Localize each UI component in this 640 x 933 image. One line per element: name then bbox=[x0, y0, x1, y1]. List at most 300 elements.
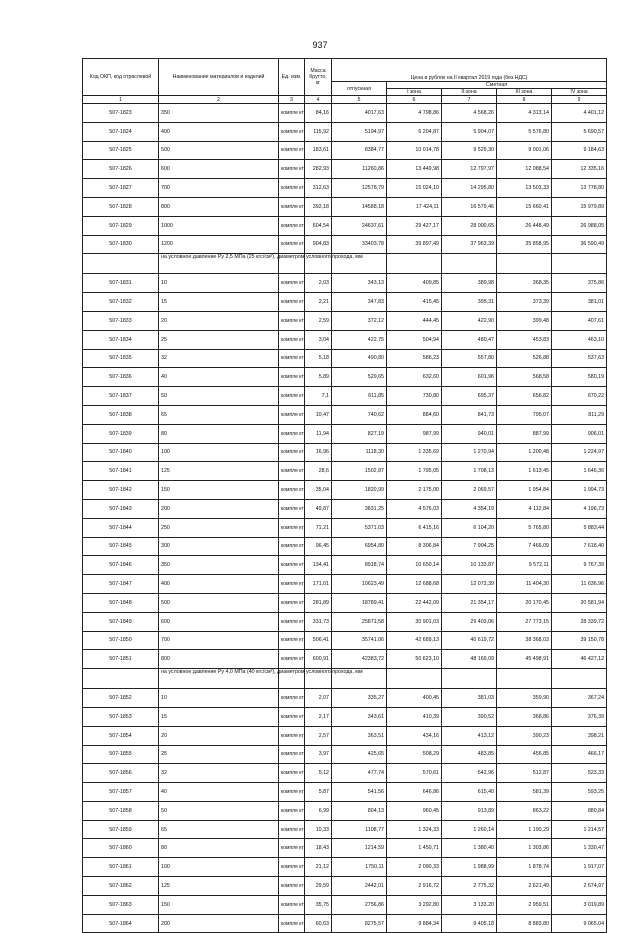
code-cell: 507-1858 bbox=[83, 801, 159, 820]
name-cell: 20 bbox=[159, 311, 279, 330]
mass-cell: 5,87 bbox=[305, 783, 332, 802]
code-cell: 507-1863 bbox=[83, 895, 159, 914]
zone-2-price-cell: 12 797,97 bbox=[442, 160, 497, 179]
unit-cell: компле кт bbox=[279, 387, 305, 406]
name-cell: 400 bbox=[159, 575, 279, 594]
unit-cell: компле кт bbox=[279, 179, 305, 198]
name-cell: 40 bbox=[159, 368, 279, 387]
release-price-cell: 3831,25 bbox=[332, 499, 387, 518]
zone-2-price-cell: 10 133,87 bbox=[442, 556, 497, 575]
zone-3-price-cell: 863,22 bbox=[497, 801, 552, 820]
code-cell: 507-1851 bbox=[83, 650, 159, 669]
empty-cell bbox=[442, 669, 497, 689]
zone-2-price-cell: 390,52 bbox=[442, 707, 497, 726]
zone-3-price-cell: 795,07 bbox=[497, 405, 552, 424]
unit-cell: компле кт bbox=[279, 820, 305, 839]
name-cell: 25 bbox=[159, 745, 279, 764]
zone-2-price-cell: 695,37 bbox=[442, 387, 497, 406]
unit-cell: компле кт bbox=[279, 556, 305, 575]
release-price-cell: 11260,86 bbox=[332, 160, 387, 179]
release-price-cell: 804,13 bbox=[332, 801, 387, 820]
zone-1-price-cell: 504,94 bbox=[387, 330, 442, 349]
release-price-cell: 14588,18 bbox=[332, 197, 387, 216]
zone-1-price-cell: 508,29 bbox=[387, 745, 442, 764]
section-heading: на условное давление Ру 2,5 МПа (25 кгс/см²), диаметром условного прохода, мм bbox=[159, 254, 279, 274]
release-price-cell: 611,85 bbox=[332, 387, 387, 406]
code-cell: 507-1841 bbox=[83, 462, 159, 481]
zone-4-price-cell: 26 988,05 bbox=[552, 216, 607, 235]
zone-3-price-cell: 12 088,54 bbox=[497, 160, 552, 179]
zone-4-price-cell: 537,63 bbox=[552, 349, 607, 368]
unit-cell: компле кт bbox=[279, 349, 305, 368]
empty-cell bbox=[497, 669, 552, 689]
mass-cell: 604,54 bbox=[305, 216, 332, 235]
zone-1-price-cell: 4 798,86 bbox=[387, 104, 442, 123]
table-row bbox=[83, 330, 607, 349]
unit-cell: компле кт bbox=[279, 764, 305, 783]
table-row bbox=[83, 274, 607, 293]
zone-3-price-cell: 35 858,95 bbox=[497, 235, 552, 254]
zone-3-price-cell: 581,39 bbox=[497, 783, 552, 802]
header-code: Код ОКП, код отраслевой bbox=[83, 59, 159, 96]
section-heading-row bbox=[83, 254, 607, 274]
header-zone-4: IV зона bbox=[552, 89, 607, 96]
mass-cell: 10,47 bbox=[305, 405, 332, 424]
column-number: 7 bbox=[442, 96, 497, 104]
zone-3-price-cell: 4 112,84 bbox=[497, 499, 552, 518]
code-cell: 507-1828 bbox=[83, 197, 159, 216]
header-price-title: Цена в рублях на II квартал 2019 года (без НДС) bbox=[332, 59, 607, 82]
zone-4-price-cell: 375,86 bbox=[552, 274, 607, 293]
name-cell: 80 bbox=[159, 424, 279, 443]
header-release-price: отпускная bbox=[332, 82, 387, 96]
release-price-cell: 335,27 bbox=[332, 689, 387, 708]
zone-2-price-cell: 6 104,20 bbox=[442, 518, 497, 537]
zone-3-price-cell: 11 404,30 bbox=[497, 575, 552, 594]
zone-1-price-cell: 8 306,84 bbox=[387, 537, 442, 556]
name-cell: 350 bbox=[159, 104, 279, 123]
zone-1-price-cell: 444,45 bbox=[387, 311, 442, 330]
unit-cell: компле кт bbox=[279, 877, 305, 896]
name-cell: 125 bbox=[159, 462, 279, 481]
release-price-cell: 1214,59 bbox=[332, 839, 387, 858]
mass-cell: 3,97 bbox=[305, 745, 332, 764]
zone-3-price-cell: 368,35 bbox=[497, 274, 552, 293]
zone-3-price-cell: 373,39 bbox=[497, 293, 552, 312]
zone-3-price-cell: 7 466,09 bbox=[497, 537, 552, 556]
zone-1-price-cell: 1 795,05 bbox=[387, 462, 442, 481]
release-price-cell: 8918,74 bbox=[332, 556, 387, 575]
table-row bbox=[83, 405, 607, 424]
zone-1-price-cell: 415,45 bbox=[387, 293, 442, 312]
zone-4-price-cell: 36 590,49 bbox=[552, 235, 607, 254]
name-cell: 10 bbox=[159, 689, 279, 708]
code-cell: 507-1850 bbox=[83, 631, 159, 650]
table-row bbox=[83, 650, 607, 669]
table-row bbox=[83, 293, 607, 312]
zone-4-price-cell: 3 019,89 bbox=[552, 895, 607, 914]
zone-4-price-cell: 593,25 bbox=[552, 783, 607, 802]
zone-2-price-cell: 483,85 bbox=[442, 745, 497, 764]
zone-3-price-cell: 456,85 bbox=[497, 745, 552, 764]
name-cell: 15 bbox=[159, 707, 279, 726]
zone-1-price-cell: 3 292,80 bbox=[387, 895, 442, 914]
table-row bbox=[83, 707, 607, 726]
zone-3-price-cell: 8 883,80 bbox=[497, 914, 552, 933]
code-cell: 507-1840 bbox=[83, 443, 159, 462]
zone-3-price-cell: 27 773,15 bbox=[497, 612, 552, 631]
code-cell: 507-1835 bbox=[83, 349, 159, 368]
code-cell: 507-1860 bbox=[83, 839, 159, 858]
mass-cell: 71,21 bbox=[305, 518, 332, 537]
mass-cell: 5,12 bbox=[305, 764, 332, 783]
zone-2-price-cell: 7 904,25 bbox=[442, 537, 497, 556]
table-row bbox=[83, 895, 607, 914]
zone-1-price-cell: 434,16 bbox=[387, 726, 442, 745]
unit-cell: компле кт bbox=[279, 424, 305, 443]
release-price-cell: 42383,72 bbox=[332, 650, 387, 669]
release-price-cell: 1820,99 bbox=[332, 481, 387, 500]
zone-4-price-cell: 880,84 bbox=[552, 801, 607, 820]
unit-cell: компле кт bbox=[279, 745, 305, 764]
zone-1-price-cell: 570,61 bbox=[387, 764, 442, 783]
zone-1-price-cell: 4 576,03 bbox=[387, 499, 442, 518]
mass-cell: 392,18 bbox=[305, 197, 332, 216]
name-cell: 20 bbox=[159, 726, 279, 745]
release-price-cell: 372,12 bbox=[332, 311, 387, 330]
name-cell: 32 bbox=[159, 349, 279, 368]
table-row bbox=[83, 575, 607, 594]
name-cell: 50 bbox=[159, 801, 279, 820]
zone-1-price-cell: 1 450,71 bbox=[387, 839, 442, 858]
zone-3-price-cell: 399,48 bbox=[497, 311, 552, 330]
mass-cell: 29,59 bbox=[305, 877, 332, 896]
release-price-cell: 1108,77 bbox=[332, 820, 387, 839]
table-row bbox=[83, 197, 607, 216]
zone-4-price-cell: 9 184,63 bbox=[552, 141, 607, 160]
mass-cell: 134,41 bbox=[305, 556, 332, 575]
mass-cell: 49,87 bbox=[305, 499, 332, 518]
mass-cell: 600,91 bbox=[305, 650, 332, 669]
zone-1-price-cell: 1 335,69 bbox=[387, 443, 442, 462]
code-cell: 507-1830 bbox=[83, 235, 159, 254]
release-price-cell: 343,13 bbox=[332, 274, 387, 293]
zone-3-price-cell: 568,58 bbox=[497, 368, 552, 387]
zone-3-price-cell: 656,82 bbox=[497, 387, 552, 406]
name-cell: 700 bbox=[159, 631, 279, 650]
release-price-cell: 8384,77 bbox=[332, 141, 387, 160]
zone-4-price-cell: 4 401,12 bbox=[552, 104, 607, 123]
zone-2-price-cell: 1 380,40 bbox=[442, 839, 497, 858]
zone-2-price-cell: 557,80 bbox=[442, 349, 497, 368]
table-row bbox=[83, 368, 607, 387]
release-price-cell: 25871,58 bbox=[332, 612, 387, 631]
zone-2-price-cell: 413,12 bbox=[442, 726, 497, 745]
empty-cell bbox=[387, 254, 442, 274]
code-cell: 507-1848 bbox=[83, 593, 159, 612]
unit-cell: компле кт bbox=[279, 311, 305, 330]
unit-cell: компле кт bbox=[279, 197, 305, 216]
section-heading: на условное давление Ру 4,0 МПа (40 кгс/см²), диаметром условного прохода, мм bbox=[159, 669, 279, 689]
zone-4-price-cell: 906,01 bbox=[552, 424, 607, 443]
zone-2-price-cell: 1 260,14 bbox=[442, 820, 497, 839]
zone-4-price-cell: 381,01 bbox=[552, 293, 607, 312]
mass-cell: 5,18 bbox=[305, 349, 332, 368]
zone-3-price-cell: 1 190,29 bbox=[497, 820, 552, 839]
mass-cell: 2,57 bbox=[305, 726, 332, 745]
name-cell: 100 bbox=[159, 858, 279, 877]
unit-cell: компле кт bbox=[279, 801, 305, 820]
zone-1-price-cell: 12 688,68 bbox=[387, 575, 442, 594]
zone-2-price-cell: 40 619,72 bbox=[442, 631, 497, 650]
code-cell: 507-1856 bbox=[83, 764, 159, 783]
unit-cell: компле кт bbox=[279, 293, 305, 312]
zone-3-price-cell: 15 660,41 bbox=[497, 197, 552, 216]
table-row bbox=[83, 349, 607, 368]
mass-cell: 11,94 bbox=[305, 424, 332, 443]
code-cell: 507-1845 bbox=[83, 537, 159, 556]
code-cell: 507-1829 bbox=[83, 216, 159, 235]
code-cell: 507-1824 bbox=[83, 122, 159, 141]
release-price-cell: 24637,61 bbox=[332, 216, 387, 235]
name-cell: 500 bbox=[159, 593, 279, 612]
name-cell: 65 bbox=[159, 405, 279, 424]
zone-3-price-cell: 359,90 bbox=[497, 689, 552, 708]
name-cell: 100 bbox=[159, 443, 279, 462]
zone-1-price-cell: 6 415,16 bbox=[387, 518, 442, 537]
header-unit: Ед. изм. bbox=[279, 59, 305, 96]
unit-cell: компле кт bbox=[279, 216, 305, 235]
release-price-cell: 5371,03 bbox=[332, 518, 387, 537]
zone-4-price-cell: 46 427,12 bbox=[552, 650, 607, 669]
table-row bbox=[83, 914, 607, 933]
code-cell: 507-1837 bbox=[83, 387, 159, 406]
zone-3-price-cell: 1 954,84 bbox=[497, 481, 552, 500]
name-cell: 700 bbox=[159, 179, 279, 198]
zone-1-price-cell: 2 090,33 bbox=[387, 858, 442, 877]
zone-4-price-cell: 2 674,97 bbox=[552, 877, 607, 896]
table-row bbox=[83, 631, 607, 650]
zone-1-price-cell: 10 650,14 bbox=[387, 556, 442, 575]
name-cell: 1000 bbox=[159, 216, 279, 235]
unit-cell: компле кт bbox=[279, 443, 305, 462]
column-number: 8 bbox=[497, 96, 552, 104]
release-price-cell: 12578,79 bbox=[332, 179, 387, 198]
mass-cell: 183,61 bbox=[305, 141, 332, 160]
table-row bbox=[83, 160, 607, 179]
zone-2-price-cell: 480,47 bbox=[442, 330, 497, 349]
zone-4-price-cell: 1 214,57 bbox=[552, 820, 607, 839]
zone-2-price-cell: 5 904,07 bbox=[442, 122, 497, 141]
zone-2-price-cell: 12 073,39 bbox=[442, 575, 497, 594]
zone-4-price-cell: 466,17 bbox=[552, 745, 607, 764]
zone-2-price-cell: 615,40 bbox=[442, 783, 497, 802]
name-cell: 15 bbox=[159, 293, 279, 312]
zone-1-price-cell: 50 623,10 bbox=[387, 650, 442, 669]
zone-2-price-cell: 29 403,06 bbox=[442, 612, 497, 631]
code-cell: 507-1861 bbox=[83, 858, 159, 877]
name-cell: 200 bbox=[159, 914, 279, 933]
code-cell: 507-1834 bbox=[83, 330, 159, 349]
name-cell: 25 bbox=[159, 330, 279, 349]
code-cell: 507-1854 bbox=[83, 726, 159, 745]
release-price-cell: 5194,97 bbox=[332, 122, 387, 141]
zone-1-price-cell: 960,45 bbox=[387, 801, 442, 820]
mass-cell: 2,21 bbox=[305, 293, 332, 312]
name-cell: 400 bbox=[159, 122, 279, 141]
zone-2-price-cell: 37 963,39 bbox=[442, 235, 497, 254]
header-estimate: Сметная bbox=[387, 82, 607, 89]
code-cell: 507-1825 bbox=[83, 141, 159, 160]
mass-cell: 5,89 bbox=[305, 368, 332, 387]
zone-1-price-cell: 1 324,33 bbox=[387, 820, 442, 839]
table-row bbox=[83, 462, 607, 481]
table-row bbox=[83, 593, 607, 612]
table-row bbox=[83, 801, 607, 820]
code-cell: 507-1855 bbox=[83, 745, 159, 764]
zone-1-price-cell: 6 204,87 bbox=[387, 122, 442, 141]
code-cell: 507-1857 bbox=[83, 783, 159, 802]
unit-cell: компле кт bbox=[279, 689, 305, 708]
column-number: 4 bbox=[305, 96, 332, 104]
unit-cell: компле кт bbox=[279, 575, 305, 594]
column-number: 2 bbox=[159, 96, 279, 104]
zone-4-price-cell: 9 065,04 bbox=[552, 914, 607, 933]
table-row bbox=[83, 612, 607, 631]
mass-cell: 35,04 bbox=[305, 481, 332, 500]
zone-1-price-cell: 2 916,72 bbox=[387, 877, 442, 896]
unit-cell: компле кт bbox=[279, 104, 305, 123]
mass-cell: 506,41 bbox=[305, 631, 332, 650]
table-row bbox=[83, 179, 607, 198]
mass-cell: 282,93 bbox=[305, 160, 332, 179]
unit-cell: компле кт bbox=[279, 895, 305, 914]
zone-4-price-cell: 580,19 bbox=[552, 368, 607, 387]
name-cell: 125 bbox=[159, 877, 279, 896]
zone-2-price-cell: 9 405,18 bbox=[442, 914, 497, 933]
zone-4-price-cell: 1 646,36 bbox=[552, 462, 607, 481]
unit-cell: компле кт bbox=[279, 537, 305, 556]
name-cell: 32 bbox=[159, 764, 279, 783]
zone-2-price-cell: 4 568,26 bbox=[442, 104, 497, 123]
zone-2-price-cell: 4 354,19 bbox=[442, 499, 497, 518]
code-cell: 507-1827 bbox=[83, 179, 159, 198]
release-price-cell: 477,74 bbox=[332, 764, 387, 783]
unit-cell: компле кт bbox=[279, 122, 305, 141]
zone-2-price-cell: 542,96 bbox=[442, 764, 497, 783]
zone-2-price-cell: 395,31 bbox=[442, 293, 497, 312]
code-cell: 507-1846 bbox=[83, 556, 159, 575]
zone-4-price-cell: 4 196,73 bbox=[552, 499, 607, 518]
zone-1-price-cell: 632,60 bbox=[387, 368, 442, 387]
code-cell: 507-1826 bbox=[83, 160, 159, 179]
zone-3-price-cell: 2 959,51 bbox=[497, 895, 552, 914]
release-price-cell: 1502,87 bbox=[332, 462, 387, 481]
unit-cell: компле кт bbox=[279, 593, 305, 612]
zone-3-price-cell: 9 001,06 bbox=[497, 141, 552, 160]
column-number: 1 bbox=[83, 96, 159, 104]
table-row bbox=[83, 745, 607, 764]
zone-1-price-cell: 10 014,78 bbox=[387, 141, 442, 160]
release-price-cell: 1118,30 bbox=[332, 443, 387, 462]
table-row bbox=[83, 783, 607, 802]
column-number: 6 bbox=[387, 96, 442, 104]
empty-cell bbox=[442, 254, 497, 274]
unit-cell: компле кт bbox=[279, 274, 305, 293]
table-row bbox=[83, 858, 607, 877]
unit-cell: компле кт bbox=[279, 726, 305, 745]
empty-cell bbox=[497, 254, 552, 274]
table-row bbox=[83, 726, 607, 745]
table-row bbox=[83, 104, 607, 123]
name-cell: 800 bbox=[159, 197, 279, 216]
mass-cell: 7,1 bbox=[305, 387, 332, 406]
header-zone-3: III зона bbox=[497, 89, 552, 96]
zone-2-price-cell: 1 988,99 bbox=[442, 858, 497, 877]
zone-2-price-cell: 2 775,32 bbox=[442, 877, 497, 896]
zone-2-price-cell: 422,90 bbox=[442, 311, 497, 330]
zone-2-price-cell: 940,01 bbox=[442, 424, 497, 443]
name-cell: 150 bbox=[159, 481, 279, 500]
zone-1-price-cell: 13 449,98 bbox=[387, 160, 442, 179]
zone-4-price-cell: 5 690,57 bbox=[552, 122, 607, 141]
unit-cell: компле кт bbox=[279, 839, 305, 858]
zone-3-price-cell: 26 448,49 bbox=[497, 216, 552, 235]
zone-1-price-cell: 30 901,03 bbox=[387, 612, 442, 631]
zone-3-price-cell: 9 572,11 bbox=[497, 556, 552, 575]
code-cell: 507-1849 bbox=[83, 612, 159, 631]
mass-cell: 35,75 bbox=[305, 895, 332, 914]
header-name: Наименование материалов и изделий bbox=[159, 59, 279, 96]
zone-3-price-cell: 2 621,49 bbox=[497, 877, 552, 896]
zone-4-price-cell: 7 618,40 bbox=[552, 537, 607, 556]
code-cell: 507-1833 bbox=[83, 311, 159, 330]
unit-cell: компле кт bbox=[279, 650, 305, 669]
release-price-cell: 2442,01 bbox=[332, 877, 387, 896]
zone-2-price-cell: 48 169,09 bbox=[442, 650, 497, 669]
release-price-cell: 827,19 bbox=[332, 424, 387, 443]
release-price-cell: 33403,78 bbox=[332, 235, 387, 254]
zone-3-price-cell: 1 200,48 bbox=[497, 443, 552, 462]
zone-1-price-cell: 409,85 bbox=[387, 274, 442, 293]
zone-4-price-cell: 523,33 bbox=[552, 764, 607, 783]
zone-2-price-cell: 913,89 bbox=[442, 801, 497, 820]
zone-2-price-cell: 2 069,57 bbox=[442, 481, 497, 500]
code-cell: 507-1842 bbox=[83, 481, 159, 500]
zone-4-price-cell: 13 778,80 bbox=[552, 179, 607, 198]
release-price-cell: 1750,11 bbox=[332, 858, 387, 877]
zone-4-price-cell: 811,29 bbox=[552, 405, 607, 424]
zone-4-price-cell: 398,21 bbox=[552, 726, 607, 745]
release-price-cell: 343,61 bbox=[332, 707, 387, 726]
zone-1-price-cell: 400,45 bbox=[387, 689, 442, 708]
release-price-cell: 8275,57 bbox=[332, 914, 387, 933]
zone-4-price-cell: 407,61 bbox=[552, 311, 607, 330]
zone-1-price-cell: 730,80 bbox=[387, 387, 442, 406]
zone-3-price-cell: 4 313,14 bbox=[497, 104, 552, 123]
empty-cell bbox=[83, 669, 159, 689]
name-cell: 600 bbox=[159, 160, 279, 179]
zone-4-price-cell: 11 636,96 bbox=[552, 575, 607, 594]
unit-cell: компле кт bbox=[279, 499, 305, 518]
unit-cell: компле кт bbox=[279, 707, 305, 726]
release-price-cell: 490,80 bbox=[332, 349, 387, 368]
table-row bbox=[83, 235, 607, 254]
zone-2-price-cell: 3 133,20 bbox=[442, 895, 497, 914]
table-header bbox=[83, 59, 607, 104]
header-mass: Масса брутто, кг bbox=[305, 59, 332, 96]
table-row bbox=[83, 387, 607, 406]
